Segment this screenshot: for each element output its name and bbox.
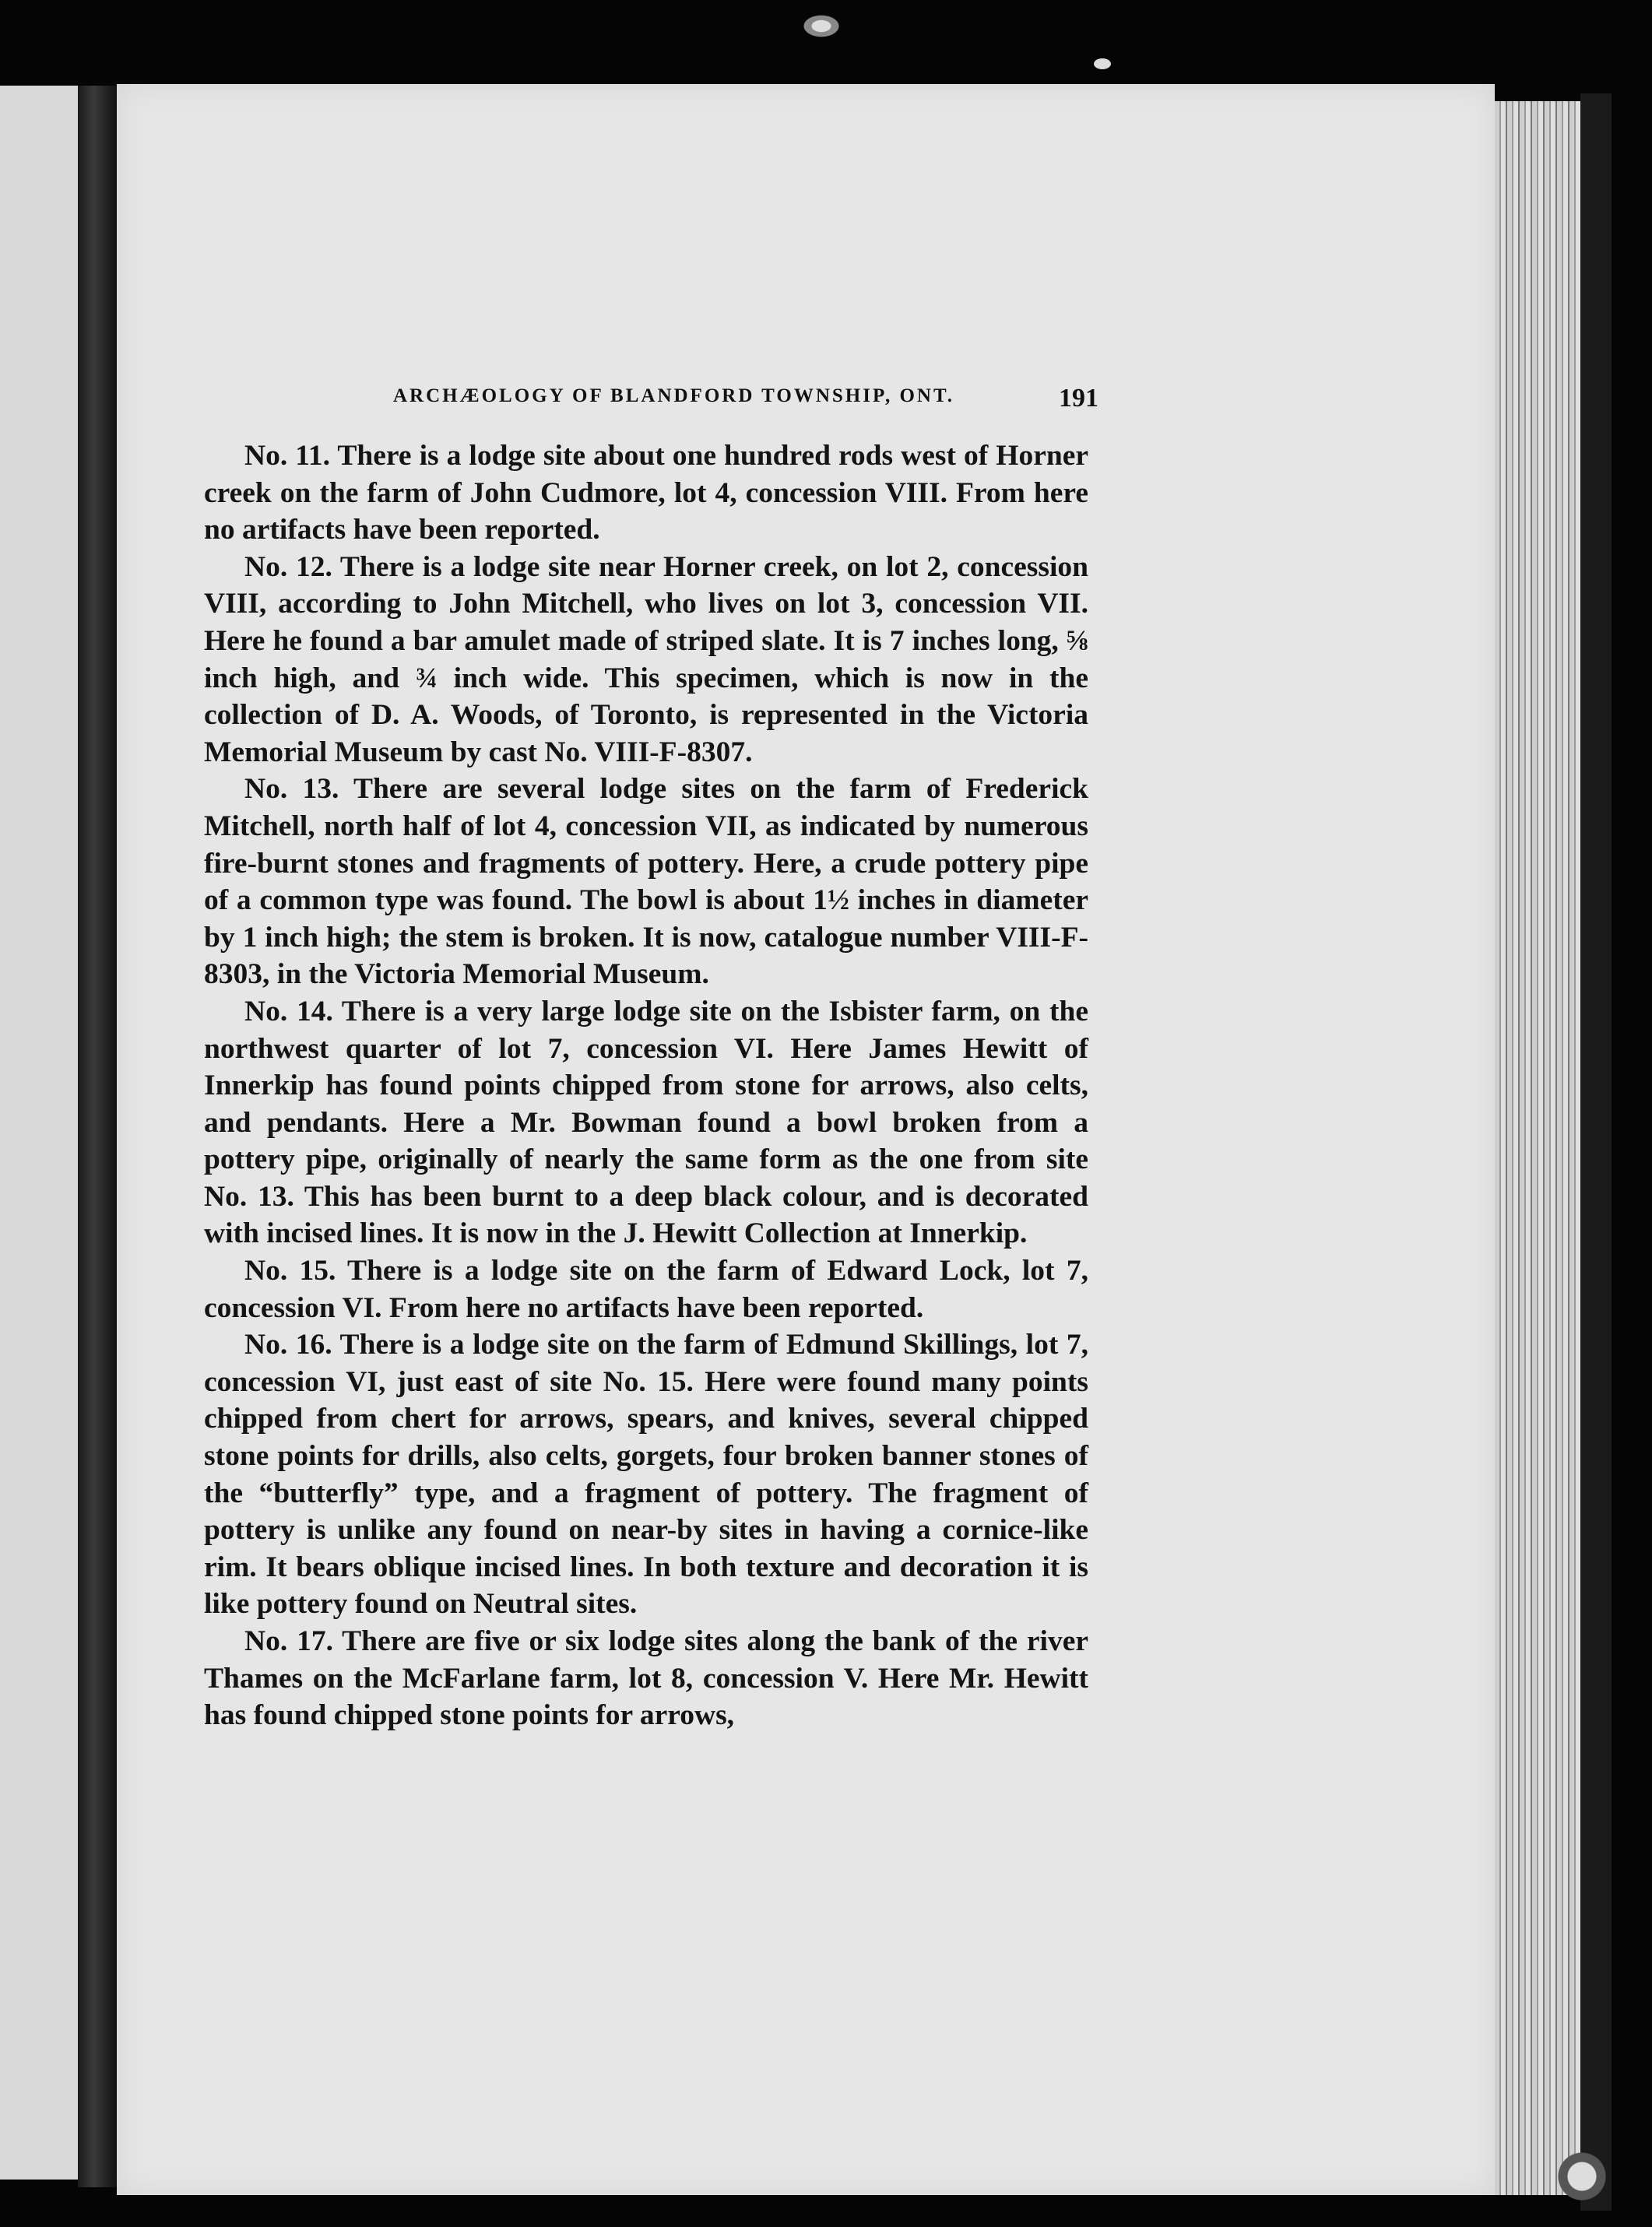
paragraph-site-17: No. 17. There are five or six lodge sites along the bank of the river Thames on the McFarlane farm, lot 8, concession V. Here Mr. Hewitt has found chipped stone points for arrows,	[204, 1625, 1088, 1732]
paragraph-site-14: No. 14. There is a very large lodge site on the Isbister farm, on the northwest quarter of lot 7, concession VI. Here James Hewitt of Innerkip has found points chipped from stone for arrows, also celts, and pendants. Here a Mr. Bowman found a bowl broken from a pottery pipe, originally of nearly the same form as the one from site No. 13. This has been burnt to a deep black colour, and is decorated with incised lines. It is now in the J. Hewitt Collection at Innerkip.	[204, 995, 1088, 1250]
book-cover-edge	[1580, 93, 1612, 2211]
paragraph-site-11: No. 11. There is a lodge site about one hundred rods west of Horner creek on the farm of John Cudmore, lot 4, concession VIII. From here no artifacts have been reported.	[204, 440, 1088, 546]
running-header: ARCHÆOLOGY OF BLANDFORD TOWNSHIP, ONT.	[393, 385, 955, 406]
body-text	[204, 437, 1088, 1734]
paragraph-site-13: No. 13. There are several lodge sites on the farm of Frederick Mitchell, north half of lot 4, concession VII, as indicated by numerous fire-burnt stones and fragments of pottery. Here, a crude pottery pipe of a common type was found. The bowl is about 1½ inches in diameter by 1 inch high; the stem is broken. It is now, catalogue number VIII-F-8303, in the Victoria Memorial Museum.	[204, 773, 1088, 991]
page-number: 191	[1059, 384, 1098, 413]
scan-artifact-top	[786, 5, 856, 47]
paragraph-site-15: No. 15. There is a lodge site on the farm of Edward Lock, lot 7, concession VI. From here no artifacts have been reported.	[204, 1255, 1088, 1324]
scan-artifact-dot	[1094, 58, 1111, 69]
page-stack-edges	[1495, 101, 1580, 2195]
paragraph-site-16: No. 16. There is a lodge site on the farm of Edmund Skillings, lot 7, concession VI, just east of site No. 15. Here were found many points chipped from chert for arrows, spears, and knives, several chipped stone points for drills, also celts, gorgets, four broken banner stones of the “butterfly” type, and a fragment of pottery. The fragment of pottery is unlike any found on near-by sites in having a cornice-like rim. It bears oblique incised lines. In both texture and decoration it is like pottery found on Neutral sites.	[204, 1329, 1088, 1621]
facing-page-edge	[0, 86, 78, 2180]
book-gutter	[78, 86, 117, 2187]
scan-artifact-corner	[1551, 2134, 1629, 2219]
paragraph-site-12: No. 12. There is a lodge site near Horner creek, on lot 2, concession VIII, according to John Mitchell, who lives on lot 3, concession VII. Here he found a bar amulet made of striped slate. It is 7 inches long, ⅝ inch high, and ¾ inch wide. This specimen, which is now in the collection of D. A. Woods, of Toronto, is represented in the Victoria Memorial Museum by cast No. VIII-F-8307.	[204, 550, 1088, 768]
